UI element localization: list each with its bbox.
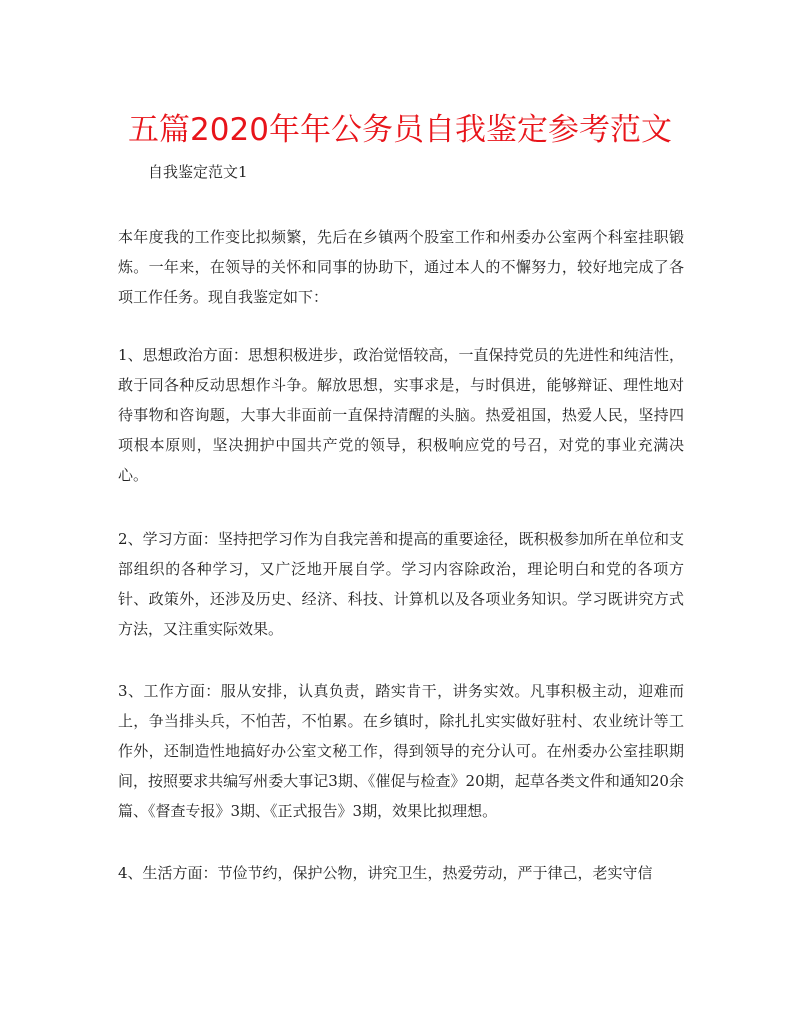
paragraph-study: 2、学习方面：坚持把学习作为自我完善和提高的重要途径，既积极参加所在单位和支部组织的各种学习，又广泛地开展自学。学习内容除政治，理论明白和党的各项方针、政策外，还涉及历史、经济、科技、计算机以及各项业务知识。学习既讲究方式方法，又注重实际效果。 [118,530,684,638]
paragraph-political: 1、思想政治方面：思想积极进步，政治觉悟较高，一直保持党员的先进性和纯洁性，敢于同各种反动思想作斗争。解放思想，实事求是，与时俱进，能够辩证、理性地对待事物和咨询题，大事大非面前一直保持清醒的头脑。热爱祖国，热爱人民，坚持四项根本原则，坚决拥护中国共产党的领导，积极响应党的号召，对党的事业充满决心。 [118,346,684,484]
document-subtitle: 自我鉴定范文1 [148,163,248,181]
intro-paragraph: 本年度我的工作变比拟频繁，先后在乡镇两个股室工作和州委办公室两个科室挂职锻炼。一年来，在领导的关怀和同事的协助下，通过本人的不懈努力，较好地完成了各项工作任务。现自我鉴定如下： [118,228,684,306]
paragraph-work: 3、工作方面：服从安排，认真负责，踏实肯干，讲务实效。凡事积极主动，迎难而上，争当排头兵，不怕苦，不怕累。在乡镇时，除扎扎实实做好驻村、农业统计等工作外，还制造性地搞好办公室文秘工作，得到领导的充分认可。在州委办公室挂职期间，按照要求共编写州委大事记3期、《催促与检查》20期，起草各类文件和通知20余篇、《督查专报》3期、《正式报告》3期，效果比拟理想。 [118,682,684,820]
document-title: 五篇2020年年公务员自我鉴定参考范文 [128,112,672,148]
paragraph-life: 4、生活方面：节俭节约，保护公物，讲究卫生，热爱劳动，严于律己，老实守信 [118,864,653,882]
